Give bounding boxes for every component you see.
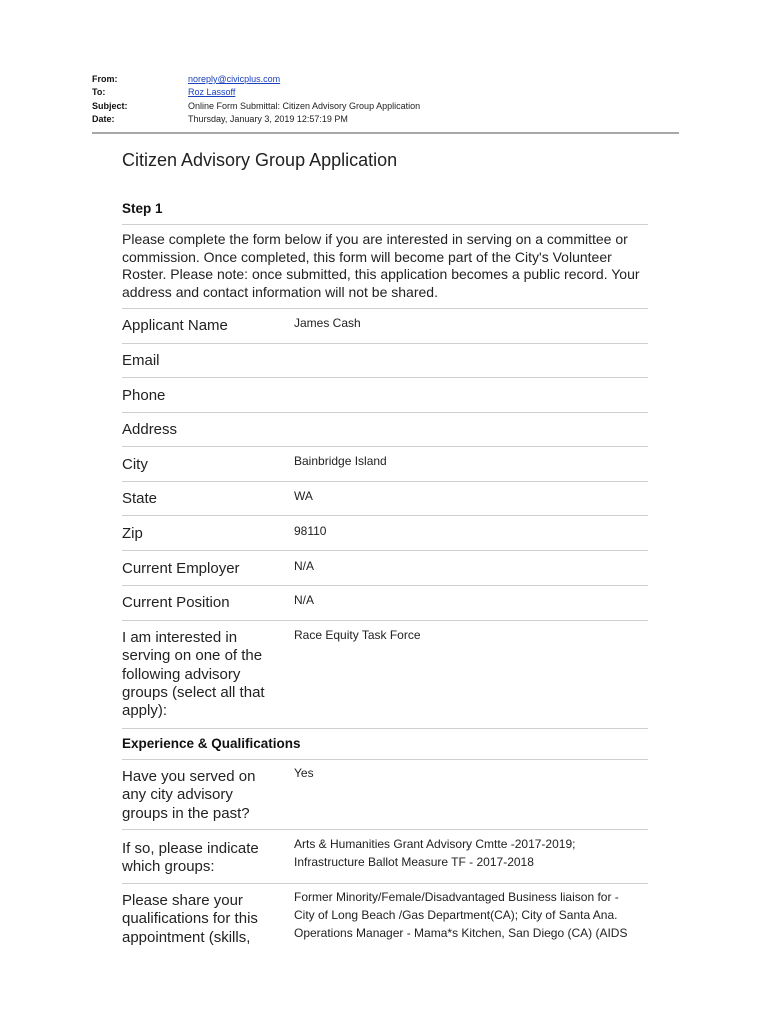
subject-value: Online Form Submittal: Citizen Advisory Group Application <box>188 100 421 111</box>
header-divider <box>92 132 679 134</box>
field-label-advisory-groups: I am interested in serving on one of the following advisory groups (select all that apply): <box>122 629 265 720</box>
field-label-current-employer: Current Employer <box>122 560 240 577</box>
to-recipient-link[interactable]: Roz Lassoff <box>188 87 236 98</box>
intro-text: Please complete the form below if you are interested in serving on a committee or commission. Once completed, this form will become part of the City's Volunteer Roster. Please note: once submitted, this application becomes a public record. Your address and contact information will not be shared. <box>122 231 640 300</box>
field-label-applicant-name: Applicant Name <box>122 317 228 334</box>
field-label-current-position: Current Position <box>122 594 230 611</box>
field-label-served-before: Have you served on any city advisory groups in the past? <box>122 768 256 822</box>
divider <box>122 343 648 344</box>
divider <box>122 550 648 551</box>
divider <box>122 728 648 729</box>
field-value-zip: 98110 <box>294 524 327 538</box>
divider <box>122 377 648 378</box>
field-label-state: State <box>122 490 158 507</box>
field-label-address: Address <box>122 421 178 438</box>
field-label-which-groups: If so, please indicate which groups: <box>122 840 259 876</box>
divider <box>122 585 648 586</box>
field-value-current-position: N/A <box>294 593 315 607</box>
from-row <box>92 72 682 86</box>
field-value-city: Bainbridge Island <box>294 454 387 468</box>
field-value-state: WA <box>294 489 313 503</box>
divider <box>122 829 648 830</box>
experience-heading: Experience & Qualifications <box>122 736 301 751</box>
field-label-phone: Phone <box>122 387 166 404</box>
field-label-city: City <box>122 456 148 473</box>
subject-row <box>92 99 682 113</box>
divider <box>122 308 648 309</box>
field-value-which-groups: Arts & Humanities Grant Advisory Cmtte -2017-2019; Infrastructure Ballot Measure TF - 2017-2018 <box>294 837 576 869</box>
field-value-applicant-name: James Cash <box>294 316 361 330</box>
divider <box>122 515 648 516</box>
field-label-zip: Zip <box>122 525 143 542</box>
email-header <box>92 72 682 126</box>
divider <box>122 883 648 884</box>
divider <box>122 620 648 621</box>
field-value-served-before: Yes <box>294 766 314 780</box>
form-title: Citizen Advisory Group Application <box>122 150 398 170</box>
from-label: From: <box>92 73 118 84</box>
from-email-link[interactable]: noreply@civicplus.com <box>188 73 281 84</box>
field-value-current-employer: N/A <box>294 559 315 573</box>
field-value-advisory-groups: Race Equity Task Force <box>294 628 421 642</box>
field-label-email: Email <box>122 352 160 369</box>
date-value: Thursday, January 3, 2019 12:57:19 PM <box>188 114 348 125</box>
to-row <box>92 86 682 100</box>
divider <box>122 481 648 482</box>
divider <box>122 446 648 447</box>
date-label: Date: <box>92 114 115 125</box>
field-value-qualifications: Former Minority/Female/Disadvantaged Business liaison for - City of Long Beach /Gas Department(CA); City of Santa Ana. Operations Manager - Mama*s Kitchen, San Diego (CA) (AIDS <box>294 890 628 940</box>
step-heading: Step 1 <box>122 201 163 216</box>
field-label-qualifications: Please share your qualifications for this appointment (skills, <box>122 892 258 946</box>
to-label: To: <box>92 87 106 98</box>
date-row <box>92 113 682 127</box>
divider <box>122 759 648 760</box>
divider <box>122 412 648 413</box>
subject-label: Subject: <box>92 100 128 111</box>
divider <box>122 224 648 225</box>
